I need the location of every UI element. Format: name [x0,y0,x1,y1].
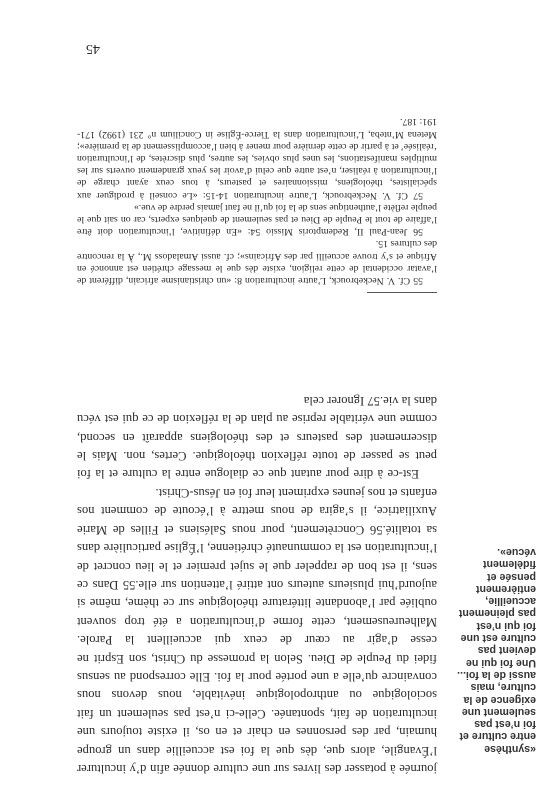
footnote-56: 56 Jean-Paul II, Redemptoris Missio 54: «En définitive, l’inculturation doit être l’affaire de tout le Peuple de Dieu et pas seulement de quelques experts, car on sait que le peuple reflète l’authentique sens de la foi qu’il ne faut jamais perdre de vue.» [77,201,437,238]
paragraph-2: Est-ce à dire pour autant que ce dialogue entre la culture et la foi peut se passer de toute réflexion théologique. Certes, non. Mais le discernement des pasteurs et des théologiens apparaît en second, comme une véritable reprise au plan de la réflexion de ce qui est vécu dans la vie.57 Ignorer cela [77,393,437,482]
margin-note-text: «synthèse entre culture et foi n’est pas seulement une exigence de la culture, mais aussi de la foi... Une foi qui ne devient pas culture est une foi qui n’est pas pleinement accueillie, entièrement pensée et fidèlement vécue». [457,545,536,755]
paragraph-1: journée à potasser des livres sur une culture donnée afin d’y inculturer l’Évangile, alors que, dès que la foi est accueillie dans un groupe humain, par des personnes en chair et en os, il existe toujours une inculturation de fait, spontanée. Celle-ci n’est pas seulement un fait sociologique ou anthropologique inévitable, nous devons nous convaincre qu’elle a une portée pour la foi. Elle correspond au sensus fidei du Peuple de Dieu. Selon la promesse du Christ, son Esprit ne cesse d’agir au cœur de ceux qui accueillent la Parole. Malheureusement, cette forme d’inculturation a été trop souvent oubliée par l’abondante littérature théologique sur ce thème, même si aujourd’hui plusieurs auteurs ont attiré l’attention sur elle.55 Dans ce sens, il est bon de rappeler que le sujet premier et le lieu concret de l’inculturation est la communauté chrétienne, l’Église particulière dans sa totalité.56 Concrètement, pour nous Salésiens et Filles de Marie Auxiliatrice, il s’agira de nous mettre à l’écoute de comment nos enfants et nos jeunes expriment leur foi en Jésus-Christ. [77,485,437,776]
footnotes [77,115,437,286]
margin-note [456,546,536,767]
page-number: 45 [86,41,100,56]
footnote-57: 57 Cf. V. Neckebrouck, L’autre inculturation 14-15: «Le conseil à prodiguer aux spécialistes, théologiens, missionnaires et pasteurs, à tous ceux ayant charge de l’inculturation à réaliser, n’est autre que celui d’avoir les yeux grandement ouverts sur les multiples manifestations, les unes plus obvies, les autres, plus discrètes, de l’inculturation ‘réalisée’ et à partir de cette dernière pour mener à bien l’accomplissement de la première»; Metena M’nteba, L’inculturation dans la Tierce-Église in Concilium n° 231 (1992) 171-191: 187. [77,116,437,201]
footnote-separator [367,292,437,293]
main-text [77,391,437,778]
footnote-55: 55 Cf. V. Neckebrouck, L’autre inculturation 8: «un christianisme africain, différent de l’avatar occidental de cette religion, existe dès que le message chrétien est annoncé en Afrique et s’y trouve accueilli par des Africains»; cf. aussi Amaladoss M., À la rencontre des cultures 15. [77,238,437,286]
